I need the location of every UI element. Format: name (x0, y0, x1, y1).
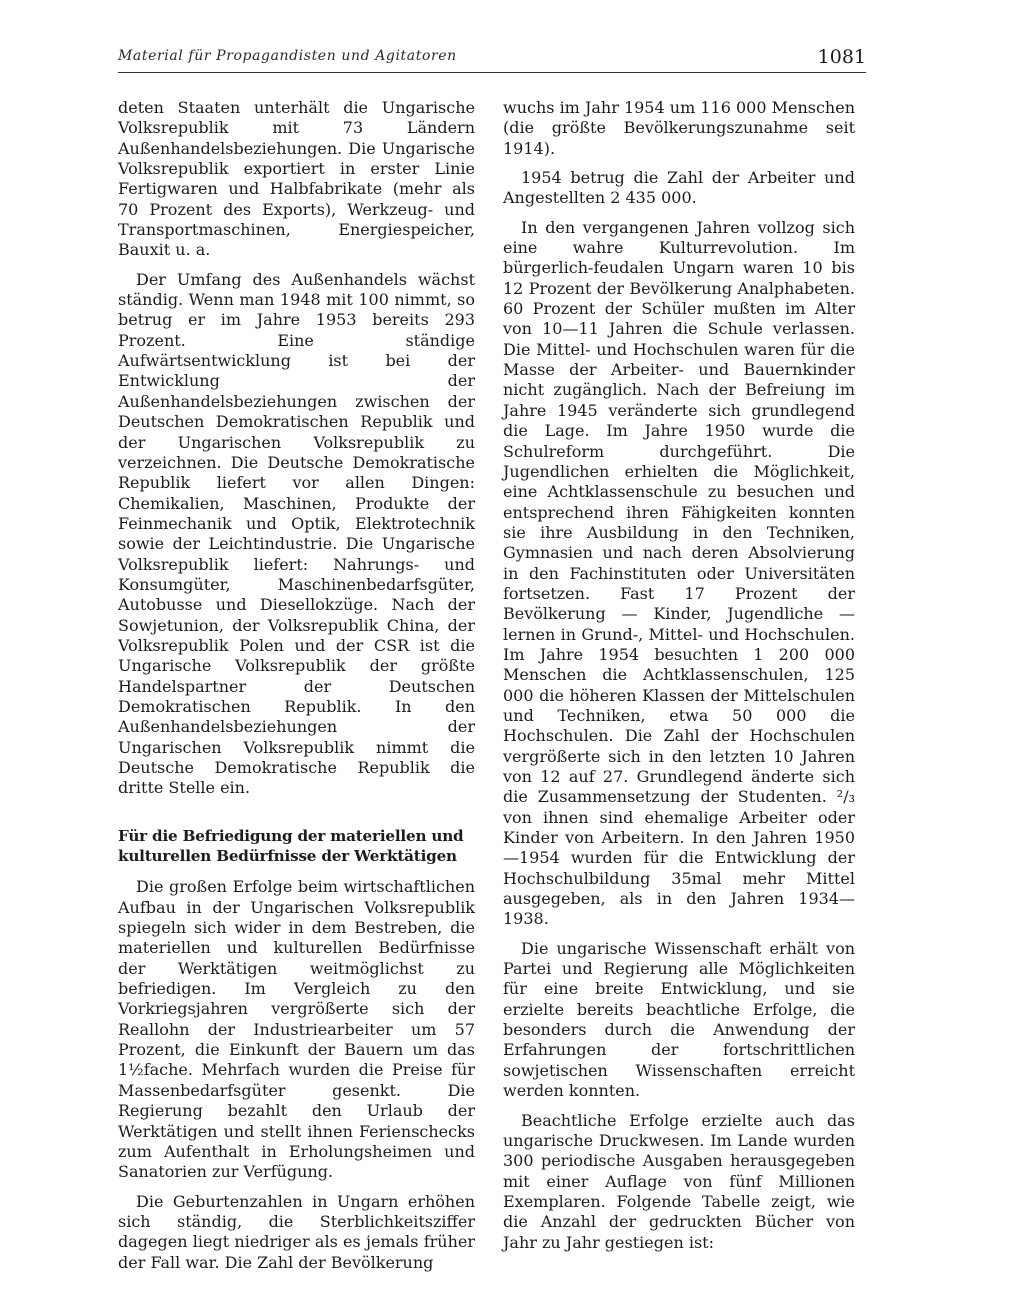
left-column (118, 98, 475, 1282)
page-number: 1081 (817, 46, 866, 68)
section-heading-line: Für die Befriedigung der materiellen und (118, 826, 464, 845)
paragraph: In den vergangenen Jahren vollzog sich eine wahre Kulturrevolution. Im bürgerlich-feudalen Ungarn waren 10 bis 12 Prozent der Bevölkerung Analphabeten. 60 Prozent der Schüler mußten im Alter von 10—11 Jahren die Schule verlassen. Die Mittel- und Hochschulen waren für die Masse der Arbeiter- und Bauernkinder nicht zugänglich. Nach der Befreiung im Jahre 1945 veränderte sich grundlegend die Lage. Im Jahre 1950 wurde die Schulreform durchgeführt. Die Jugendlichen erhielten die Möglichkeit, eine Achtklassenschule zu besuchen und entsprechend ihren Fähigkeiten konnten sie ihre Ausbildung in den Techniken, Gymnasien und nach deren Absolvierung in den Fachinstituten oder Universitäten fortsetzen. Fast 17 Prozent der Bevölkerung — Kinder, Jugendliche — lernen in Grund-, Mittel- und Hochschulen. Im Jahre 1954 besuchten 1 200 000 Menschen die Achtklassenschulen, 125 000 die höheren Klassen der Mittelschulen und Techniken, etwa 50 000 die Hochschulen. Die Zahl der Hochschulen vergrößerte sich in den letzten 10 Jahren von 12 auf 27. Grundlegend änderte sich die Zusammensetzung der Studenten. ²/₃ von ihnen sind ehemalige Arbeiter oder Kinder von Arbeitern. In den Jahren 1950—1954 wurden für die Entwicklung der Hochschulbildung 35mal mehr Mittel ausgegeben, als in den Jahren 1934—1938. (503, 217, 855, 929)
section-heading (118, 826, 475, 867)
page-header (118, 46, 866, 70)
paragraph: deten Staaten unterhält die Ungarische Volksrepublik mit 73 Ländern Außenhandelsbeziehungen. Die Ungarische Volksrepublik exportiert in erster Linie Fertigwaren und Halbfabrikate (mehr als 70 Prozent des Exports), Werkzeug- und Transportmaschinen, Energiespeicher, Bauxit u. a. (118, 98, 475, 260)
header-rule (118, 72, 866, 73)
paragraph: 1954 betrug die Zahl der Arbeiter und Angestellten 2 435 000. (503, 168, 855, 208)
paragraph: Beachtliche Erfolge erzielte auch das ungarische Druckwesen. Im Lande wurden 300 periodische Ausgaben herausgegeben mit einer Auflage von fünf Millionen Exemplaren. Folgende Tabelle zeigt, wie die Anzahl der gedruckten Bücher von Jahr zu Jahr gestiegen ist: (503, 1110, 855, 1252)
right-column (503, 98, 855, 1262)
paragraph: Die ungarische Wissenschaft erhält von Partei und Regierung alle Möglichkeiten für eine breite Entwicklung, und sie erzielte bereits beachtliche Erfolge, die besonders durch die Anwendung der Erfahrungen der fortschrittlichen sowjetischen Wissenschaften erreicht werden konnten. (503, 938, 855, 1101)
paragraph: Der Umfang des Außenhandels wächst ständig. Wenn man 1948 mit 100 nimmt, so betrug er im Jahre 1953 bereits 293 Prozent. Eine ständige Aufwärtsentwicklung ist bei der Entwicklung der Außenhandelsbeziehungen zwischen der Deutschen Demokratischen Republik und der Ungarischen Volksrepublik zu verzeichnen. Die Deutsche Demokratische Republik liefert vor allen Dingen: Chemikalien, Maschinen, Produkte der Feinmechanik und Optik, Elektrotechnik sowie der Leichtindustrie. Die Ungarische Volksrepublik liefert: Nahrungs- und Konsumgüter, Maschinenbedarfsgüter, Autobusse und Diesellokzüge. Nach der Sowjetunion, der Volksrepublik China, der Volksrepublik Polen und der CSR ist die Ungarische Volksrepublik der größte Handelspartner der Deutschen Demokratischen Republik. In den Außenhandelsbeziehungen der Ungarischen Volksrepublik nimmt die Deutsche Demokratische Republik die dritte Stelle ein. (118, 269, 475, 798)
paragraph: Die großen Erfolge beim wirtschaftlichen Aufbau in der Ungarischen Volksrepublik spiegeln sich wider in dem Bestreben, die materiellen und kulturellen Bedürfnisse der Werktätigen weitmöglichst zu befriedigen. Im Vergleich zu den Vorkriegsjahren vergrößerte sich der Reallohn der Industriearbeiter um 57 Prozent, die Einkunft der Bauern um das 1½fache. Mehrfach wurden die Preise für Massenbedarfsgüter gesenkt. Die Regierung bezahlt den Urlaub der Werktätigen und stellt ihnen Ferienschecks zum Aufenthalt in Erholungsheimen und Sanatorien zur Verfügung. (118, 877, 475, 1182)
section-heading-line: kulturellen Bedürfnisse der Werktätigen (118, 847, 457, 866)
paragraph: wuchs im Jahr 1954 um 116 000 Menschen (die größte Bevölkerungszunahme seit 1914). (503, 98, 855, 158)
running-head: Material für Propagandisten und Agitatoren (118, 48, 457, 64)
paragraph: Die Geburtenzahlen in Ungarn erhöhen sich ständig, die Sterblichkeitsziffer dagegen liegt niedriger als es jemals früher der Fall war. Die Zahl der Bevölkerung (118, 1191, 475, 1272)
